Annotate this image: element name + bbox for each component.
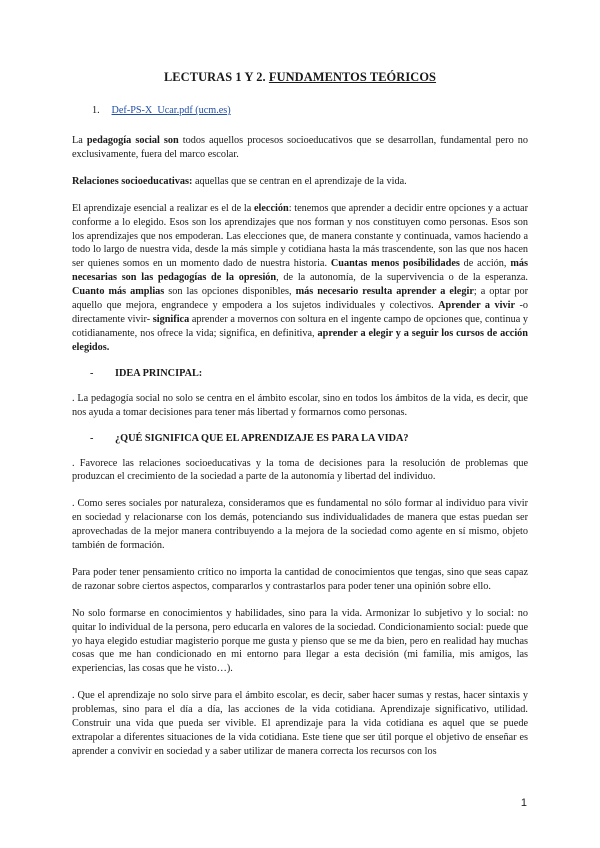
paragraph-seres-sociales: . Como seres sociales por naturaleza, consideramos que es fundamental no sólo formar al individuo para vivir en sociedad y relacionarse con los demás, potenciando sus individualidades de manera que estas puedan ser aprovechadas de la mejor manera contribuyendo a la mejora de la sociedad como agente en sí mismo, objeto también de formación.: [72, 498, 528, 552]
bold-term: significa: [152, 313, 190, 325]
text-run: La: [72, 135, 87, 146]
paragraph-favorece: . Favorece las relaciones socioeducativas y la toma de decisiones para la resolución de problemas que produzcan el crecimiento de la sociedad a parte de la autonomía y libertad del individuo.: [72, 457, 528, 483]
bold-term: aprender a elegir y a seguir los cursos de acción elegidos.: [72, 327, 528, 353]
text-run: ; a optar por aquello que mejora, engrandece y empodera a los sujetos individuales y colectivos.: [72, 286, 528, 312]
text-run: son las opciones disponibles,: [164, 286, 296, 298]
list-number: 1.: [92, 105, 100, 116]
text-run: aprender a movernos con soltura en el ingente campo de opciones que, continua y cotidianamente, nos ofrece la vida; significa, en definitiva,: [72, 313, 528, 339]
bold-term: pedagogía social son: [86, 135, 179, 146]
text-run: de acción,: [459, 258, 511, 270]
title-fundamentos: FUNDAMENTOS TEÓRICOS: [268, 70, 437, 84]
text-run: , de la autonomía, de la supervivencia o de la esperanza.: [276, 272, 528, 284]
bold-term: más necesario resulta aprender a elegir: [295, 286, 474, 298]
text-run: -o directamente vivir-: [72, 300, 529, 325]
document-title: [72, 70, 528, 85]
pdf-link[interactable]: Def-PS-X_Ucar.pdf (ucm.es): [111, 105, 231, 116]
bold-term: más necesarias son las pedagogías de la opresión: [72, 258, 528, 284]
bullet-heading: IDEA PRINCIPAL:: [115, 367, 203, 379]
text-run: aquellas que se centran en el aprendizaje de la vida.: [192, 175, 407, 187]
text-run: todos aquellos procesos socioeducativos que se desarrollan, fundamental pero no exclusivamente, fuera del marco escolar.: [72, 135, 528, 160]
bold-term: elección: [253, 202, 289, 214]
text-run: : tenemos que aprender a decidir entre opciones y a actuar conforme a lo elegido. Esos son los aprendizajes que nos forman y nos constituyen como personas. Esos son los aprendizajes que nos empoderan. Las elecciones que, de manera constante y continuada, vamos haciendo a todo lo largo de nuestra vida, desde la más simple y cotidiana hasta la más trascendente, son las que nos hacen ser quienes somos en un momento dado de nuestra historia.: [72, 202, 529, 270]
page-content: [72, 70, 528, 772]
bold-term: Relaciones socioeducativas:: [72, 175, 193, 187]
title-lecturas: LECTURAS 1 Y 2.: [163, 70, 269, 84]
bullet-heading: ¿QUÉ SIGNIFICA QUE EL APRENDIZAJE ES PARA LA VIDA?: [115, 432, 409, 444]
bullet-dash: -: [90, 367, 94, 379]
bold-term: Cuanto más amplias: [72, 286, 165, 298]
bold-term: Cuantas menos posibilidades: [330, 258, 460, 270]
paragraph-formarse: No solo formarse en conocimientos y habilidades, sino para la vida. Armonizar lo subjetivo y lo social: no quitar lo individual de la persona, pero educarla en valores de la sociedad. Condicionamiento social: puede que yo haya elegido estudiar magisterio porque me gusta y pienso que se me da bien, pero en realidad hay muchas cosas que me han condicionado en mi entorno para llegar a esta decisión (mi familia, mis amigos, las experiencias, las cosas que he visto…).: [72, 607, 528, 675]
bullet-que-significa: [90, 433, 528, 444]
numbered-list-item: [92, 105, 528, 116]
paragraph-aprendizaje-vida: . Que el aprendizaje no solo sirve para el ámbito escolar, es decir, saber hacer sumas y restas, hacer sintaxis y problemas, sino para el día a día, las acciones de la vida cotidiana. Aprendizaje significativo, utilidad. Construir una vida que pueda ser vivible. El aprendizaje para la vida cotidiana es aquel que se puede extrapolar a diferentes situaciones de la vida cotidiana. Este tiene que ser útil porque el objetivo de enseñar es aprender a convivir en sociedad y a saber utilizar de manera correcta los recursos con los: [72, 690, 528, 757]
bullet-idea-principal: [90, 368, 528, 379]
bold-term: Aprender a vivir: [438, 300, 515, 312]
page-number: 1: [520, 797, 527, 809]
paragraph-relaciones: [72, 175, 528, 189]
paragraph-aprendizaje-esencial: [72, 202, 528, 355]
paragraph-idea-principal: . La pedagogía social no solo se centra en el ámbito escolar, sino en todos los ámbitos de la vida, es decir, que nos ayuda a tomar decisiones para tener más libertad y formarnos como personas.: [72, 392, 528, 418]
paragraph-pensamiento-critico: Para poder tener pensamiento crítico no importa la cantidad de conocimientos que tengas, sino que seas capaz de razonar sobre ciertos aspectos, compararlos y contrastarlos para poder tener una opinión sobre ello.: [72, 566, 528, 592]
bullet-dash: -: [90, 432, 94, 444]
text-run: El aprendizaje esencial a realizar es el de la: [72, 202, 254, 214]
paragraph-pedagogia-social: [72, 134, 528, 162]
